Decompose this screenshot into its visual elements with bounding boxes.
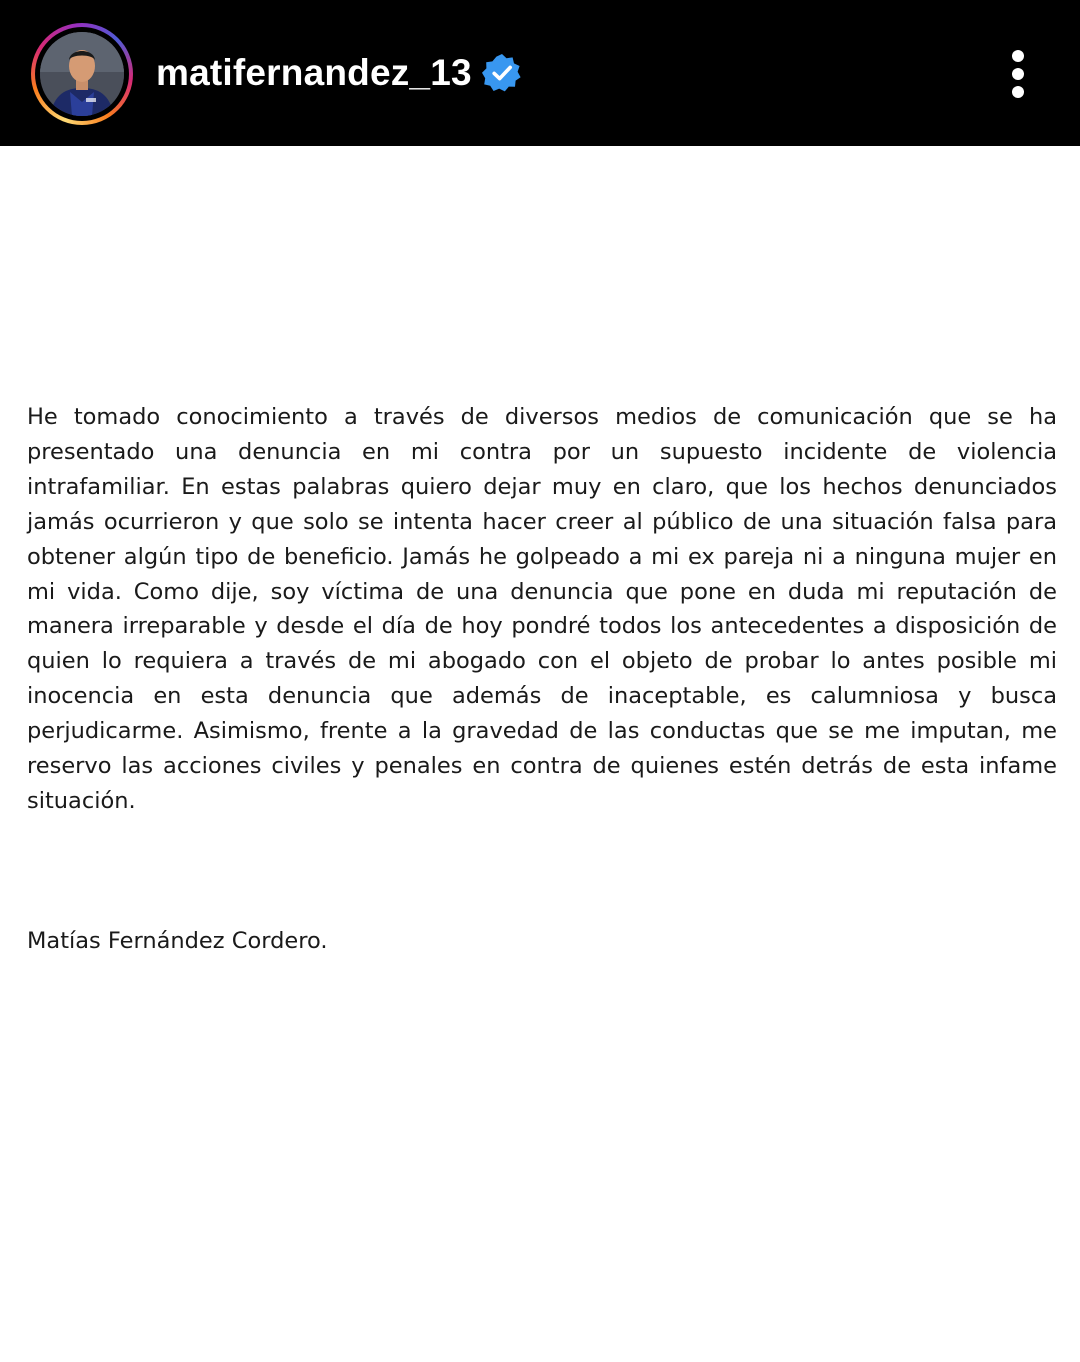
more-options-button[interactable] bbox=[1000, 48, 1036, 100]
avatar[interactable] bbox=[40, 32, 124, 116]
avatar-person-icon bbox=[40, 32, 124, 116]
more-dot-icon bbox=[1012, 68, 1024, 80]
statement-text: He tomado conocimiento a través de diversos medios de comunicación que se ha presentado una denuncia en mi contra por un supuesto incidente de violencia intrafamiliar. En estas palabras quiero dejar muy en claro, que los hechos denunciados jamás ocurrieron y que solo se intenta hacer creer al público de una situación falsa para obtener algún tipo de beneficio. Jamás he golpeado a mi ex pareja ni a ninguna mujer en mi vida. Como dije, soy víctima de una denuncia que pone en duda mi reputación de manera irreparable y desde el día de hoy pondré todos los antecedentes a disposición de quien lo requiera a través de mi abogado con el objeto de probar lo antes posible mi inocencia en esta denuncia que además de inaceptable, es calumniosa y busca perjudicarme. Asimismo, frente a la gravedad de las conductas que se me imputan, me reservo las acciones civiles y penales en contra de quienes estén detrás de esta infame situación. bbox=[27, 404, 1057, 814]
post-header bbox=[0, 0, 1080, 146]
verified-badge-icon bbox=[482, 53, 522, 93]
avatar-gap bbox=[35, 27, 129, 121]
more-dot-icon bbox=[1012, 50, 1024, 62]
story-ring[interactable] bbox=[31, 23, 133, 125]
username[interactable]: matifernandez_13 bbox=[156, 52, 472, 93]
post-image[interactable] bbox=[0, 146, 1080, 1362]
signature-text: Matías Fernández Cordero. bbox=[27, 928, 328, 954]
more-dot-icon bbox=[1012, 86, 1024, 98]
